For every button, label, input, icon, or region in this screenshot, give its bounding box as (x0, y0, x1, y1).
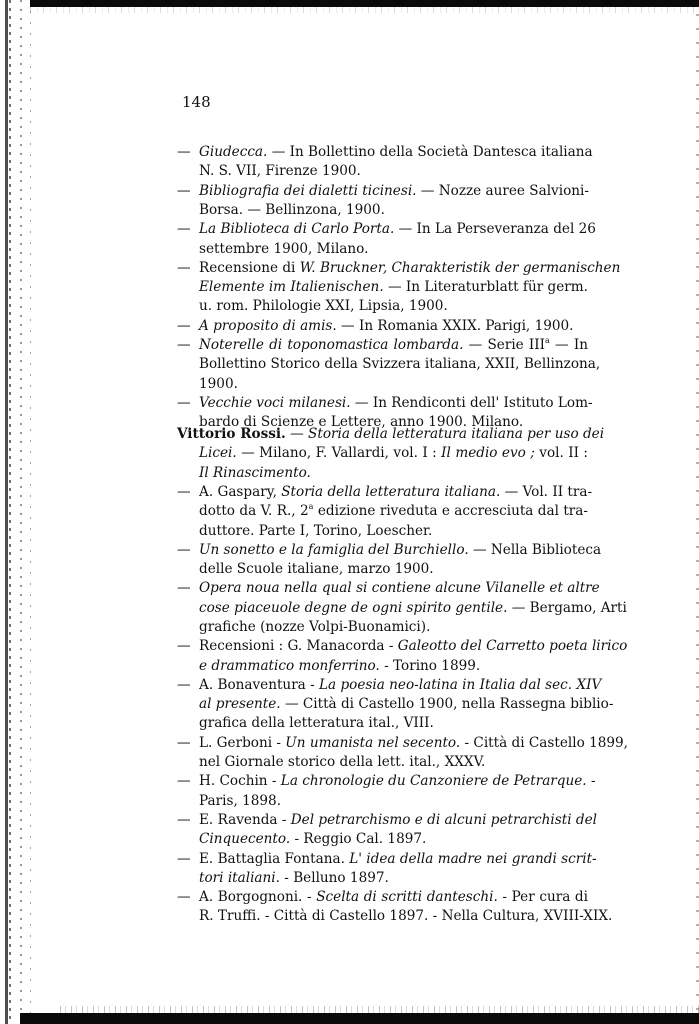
citation-text: R. Truffi. - Città di Castello 1897. - Nella Cultura, XVIII-XIX. (199, 908, 613, 924)
em-dash-bullet: — (177, 318, 191, 334)
entry-first-line (177, 394, 593, 413)
em-dash-bullet: — (177, 638, 191, 654)
page-number: 148 (182, 93, 211, 111)
title-text: L' idea della madre nei grandi scrit- (349, 851, 597, 867)
citation-text: — In Literaturblatt für germ. (383, 279, 588, 295)
citation-text: - Reggio Cal. 1897. (290, 831, 427, 847)
title-text: e drammatico monferrino. (199, 658, 380, 674)
em-dash-bullet: — (177, 677, 191, 693)
citation-text: a (545, 336, 550, 345)
title-text: al presente. (199, 696, 281, 712)
title-text: Galeotto del Carretto poeta lirico (397, 638, 628, 654)
citation-text: — Vol. II tra- (500, 484, 593, 500)
citation-text: A. Bonaventura - (199, 677, 320, 693)
entry-first-line (177, 483, 593, 502)
em-dash-bullet: — (177, 851, 191, 867)
citation-text: — In Romania XXIX. Parigi, 1900. (336, 318, 574, 334)
scan-binding-edge (9, 0, 11, 1024)
citation-text: H. Cochin - (199, 773, 281, 789)
citation-text: duttore. Parte I, Torino, Loescher. (199, 523, 433, 539)
citation-text: - Città di Castello 1899, (460, 735, 628, 751)
scan-noise-bottom (60, 1006, 699, 1013)
citation-text: delle Scuole italiane, marzo 1900. (199, 561, 434, 577)
title-text: Scelta di scritti danteschi. (316, 889, 498, 905)
title-text: tori italiani. (199, 870, 280, 886)
citation-text: — In Bollettino della Società Dantesca italiana (267, 144, 593, 160)
entry-continuation-line (199, 502, 588, 521)
citation-text: — (285, 426, 309, 442)
title-text: La poesia neo-latina in Italia dal sec. XIV (319, 677, 602, 693)
entry-continuation-line (199, 714, 588, 733)
citation-text: A. Gaspary, (199, 484, 282, 500)
entry-first-line (177, 317, 588, 336)
entry-first-line (177, 220, 596, 239)
citation-text: — Milano, F. Vallardi, vol. I : (236, 445, 442, 461)
title-text: A proposito di amis. (199, 318, 337, 334)
entry-continuation-line (199, 464, 588, 483)
citation-text: — Bergamo, Arti (507, 600, 627, 616)
title-text: Elemente im Italienischen. (199, 279, 384, 295)
entry-continuation-line (199, 792, 588, 811)
scan-border-top (30, 0, 699, 7)
title-text: Un sonetto e la famiglia del Burchiello. (199, 542, 469, 558)
entry-continuation-line (199, 695, 614, 714)
entry-continuation-line (199, 830, 588, 849)
citation-text: u. rom. Philologie XXI, Lipsia, 1900. (199, 298, 448, 314)
citation-text: edizione riveduta e accresciuta dal tra- (313, 503, 588, 519)
scan-noise-top (30, 7, 699, 13)
entry-continuation-line (199, 753, 588, 772)
em-dash-bullet: — (177, 484, 191, 500)
em-dash-bullet: — (177, 889, 191, 905)
entry-continuation-line (199, 907, 613, 926)
entry-first-line (177, 182, 588, 201)
entry-first-line (177, 772, 596, 791)
citation-text: — Città di Castello 1900, nella Rassegna biblio- (280, 696, 614, 712)
title-text: W. Bruckner, Charakteristik der germanischen (299, 260, 621, 276)
entry-first-line (177, 259, 621, 278)
em-dash-bullet: — (177, 183, 191, 199)
citation-text: — Nella Biblioteca (468, 542, 602, 558)
citation-text: a (308, 502, 314, 511)
citation-text: Recensione di (199, 260, 300, 276)
scan-binding-edge (5, 0, 8, 1024)
citation-text: bardo di Scienze e Lettere, anno 1900. Milano. (199, 414, 524, 430)
entry-continuation-line (199, 162, 588, 181)
entry-continuation-line (199, 618, 588, 637)
citation-text: - Belluno 1897. (279, 870, 389, 886)
title-text: Cinquecento. (199, 831, 291, 847)
citation-text: Paris, 1898. (199, 793, 282, 809)
entry-first-line (177, 850, 597, 869)
title-text: Del petrarchismo e di alcuni petrarchisti del (290, 812, 597, 828)
citation-text: E. Battaglia Fontana. (199, 851, 350, 867)
citation-text: grafica della letteratura ital., VIII. (199, 715, 434, 731)
em-dash-bullet: — (177, 221, 191, 237)
citation-text: - Torino 1899. (379, 658, 481, 674)
citation-text: — In Rendiconti dell' Istituto Lom- (350, 395, 593, 411)
title-text: Licei. (199, 445, 237, 461)
entry-first-line (177, 541, 602, 560)
em-dash-bullet: — (177, 337, 191, 353)
citation-text: N. S. VII, Firenze 1900. (199, 163, 361, 179)
entry-first-line (177, 425, 605, 444)
citation-text: A. Borgognoni. - (199, 889, 317, 905)
entry-continuation-line (199, 657, 588, 676)
entry-continuation-line (199, 375, 588, 394)
citation-text: E. Ravenda - (199, 812, 291, 828)
title-text: Il medio evo ; (441, 445, 535, 461)
citation-text: nel Giornale storico della lett. ital., XXXV. (199, 754, 486, 770)
citation-text: grafiche (nozze Volpi-Buonamici). (199, 619, 431, 635)
citation-text: Borsa. — Bellinzona, 1900. (199, 202, 385, 218)
entry-continuation-line (199, 599, 627, 618)
entry-continuation-line (199, 869, 588, 888)
entry-first-line (177, 637, 628, 656)
scan-border-bottom (20, 1013, 699, 1024)
entry-first-line (177, 888, 588, 907)
author-name: Vittorio Rossi. (177, 426, 286, 442)
title-text: Bibliografia dei dialetti ticinesi. (199, 183, 417, 199)
entry-first-line (177, 811, 597, 830)
citation-text: settembre 1900, Milano. (199, 241, 369, 257)
citation-text: - (586, 773, 596, 789)
entry-first-line (177, 676, 602, 695)
entry-continuation-line (199, 297, 588, 316)
entry-continuation-line (199, 201, 588, 220)
citation-text: L. Gerboni - (199, 735, 286, 751)
citation-text: 1900. (199, 376, 238, 392)
citation-text: — Serie III (463, 337, 546, 353)
title-text: Vecchie voci milanesi. (199, 395, 351, 411)
em-dash-bullet: — (177, 542, 191, 558)
title-text: cose piaceuole degne de ogni spirito gentile. (199, 600, 508, 616)
title-text: Un umanista nel secento. (285, 735, 461, 751)
em-dash-bullet: — (177, 580, 191, 596)
title-text: Il Rinascimento. (199, 465, 311, 481)
entry-continuation-line (199, 278, 588, 297)
title-text: Giudecca. (199, 144, 268, 160)
entry-continuation-line (199, 560, 588, 579)
citation-text: — In (549, 337, 588, 353)
scan-binding-edge (20, 0, 22, 1024)
entry-continuation-line (199, 240, 588, 259)
entry-continuation-line (199, 355, 601, 374)
em-dash-bullet: — (177, 735, 191, 751)
title-text: Opera noua nella qual si contiene alcune Vilanelle et altre (199, 580, 600, 596)
em-dash-bullet: — (177, 773, 191, 789)
entry-first-line (177, 336, 588, 355)
citation-text: Recensioni : G. Manacorda - (199, 638, 398, 654)
citation-text: — Nozze auree Salvioni- (416, 183, 589, 199)
em-dash-bullet: — (177, 260, 191, 276)
em-dash-bullet: — (177, 812, 191, 828)
scan-binding-edge (30, 0, 31, 1024)
citation-text: dotto da V. R., 2 (199, 503, 309, 519)
title-text: La chronologie du Canzoniere de Petrarque. (280, 773, 587, 789)
em-dash-bullet: — (177, 395, 191, 411)
citation-text: — In La Perseveranza del 26 (394, 221, 596, 237)
citation-text: - Per cura di (497, 889, 588, 905)
title-text: Storia della letteratura italiana per uso dei (308, 426, 605, 442)
citation-text: Bollettino Storico della Svizzera italiana, XXII, Bellinzona, (199, 356, 601, 372)
entry-first-line (177, 734, 628, 753)
title-text: Noterelle di toponomastica lombarda. (199, 337, 464, 353)
entry-first-line (177, 143, 593, 162)
entry-continuation-line (199, 444, 588, 463)
title-text: La Biblioteca di Carlo Porta. (199, 221, 395, 237)
title-text: Storia della letteratura italiana. (281, 484, 501, 500)
em-dash-bullet: — (177, 144, 191, 160)
entry-first-line (177, 579, 600, 598)
entry-continuation-line (199, 522, 588, 541)
citation-text: vol. II : (534, 445, 588, 461)
